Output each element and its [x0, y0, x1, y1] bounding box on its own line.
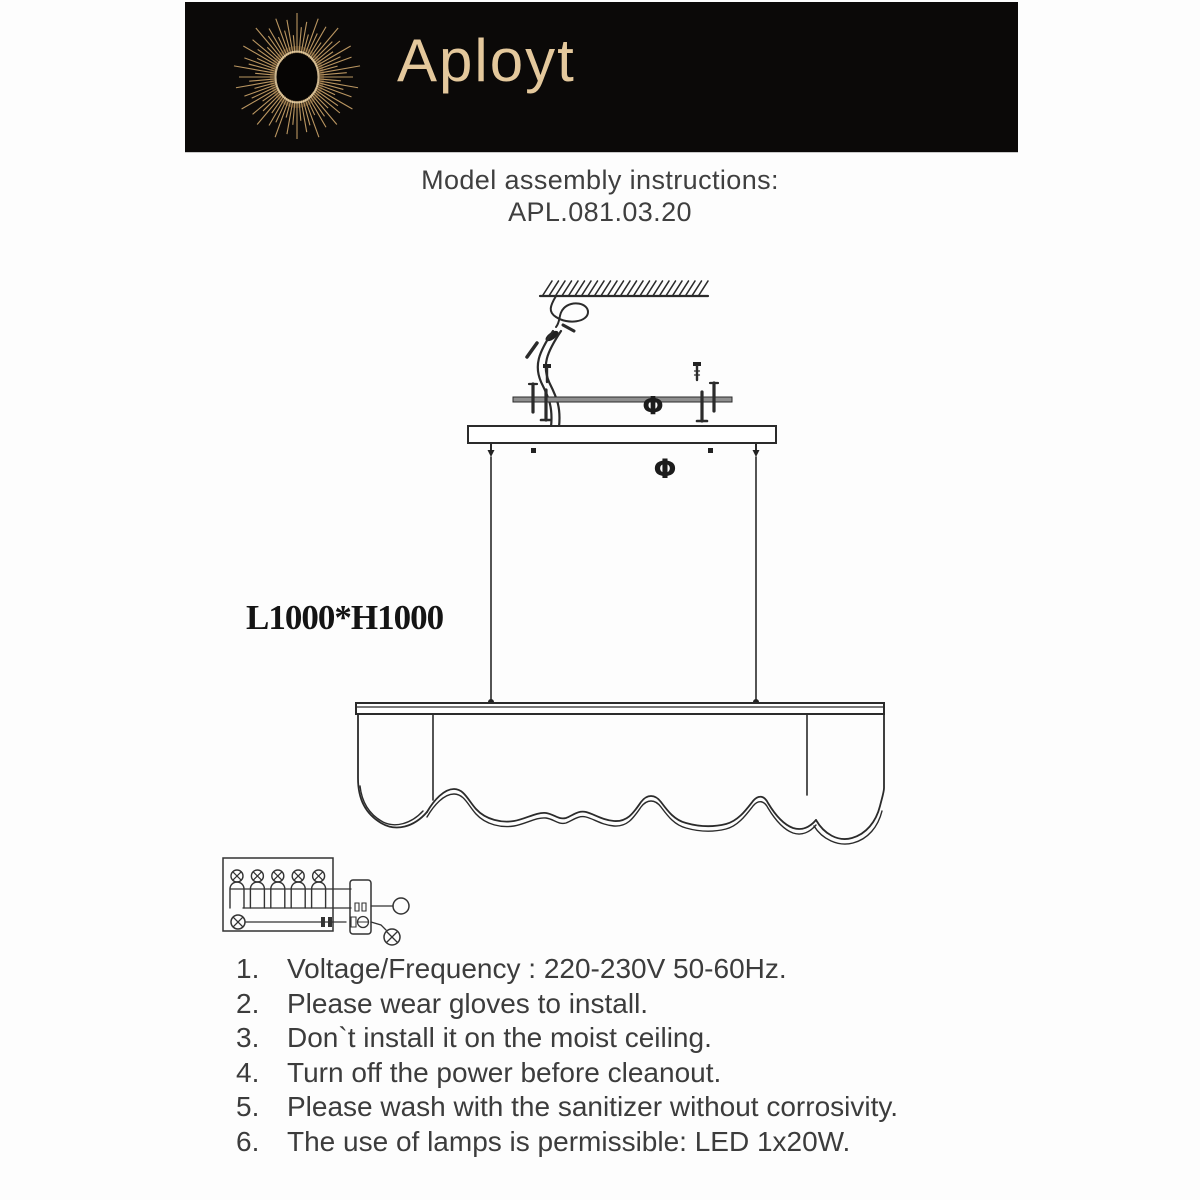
lamp-symbol-icon: [384, 929, 400, 945]
instruction-text: Please wear gloves to install.: [287, 987, 649, 1019]
instruction-number: 2.: [236, 987, 260, 1019]
power-cable: [527, 296, 588, 427]
instruction-item: [236, 1090, 1016, 1125]
wiring-diagram: [205, 846, 420, 964]
screw-icon: [693, 362, 701, 380]
brand-name: Aployt: [397, 27, 576, 94]
instruction-number: 3.: [236, 1022, 260, 1054]
instructions-list: [236, 952, 1016, 1160]
instruction-text: The use of lamps is permissible: LED 1x20W.: [287, 1125, 851, 1157]
lamp-symbol-icon: [231, 915, 245, 929]
dimensions-label: L1000*H1000: [246, 598, 444, 637]
brand-banner: [185, 2, 1018, 153]
instruction-item: [236, 987, 1016, 1022]
instruction-number: 4.: [236, 1056, 260, 1088]
diameter-symbol: Φ: [653, 454, 677, 485]
sunburst-center: [277, 53, 317, 101]
assembly-diagram: [330, 255, 900, 845]
instruction-item: [236, 952, 1016, 987]
instruction-text: Voltage/Frequency : 220-230V 50-60Hz.: [287, 953, 787, 984]
lamp-stand-icon: [291, 882, 305, 908]
lamp-stand-icon: [271, 882, 285, 908]
pin-icon: [753, 443, 760, 457]
connector-circle: [393, 898, 409, 914]
corner-rays-icon: [718, 2, 1018, 152]
lamp-shade: [356, 703, 884, 844]
instruction-text: Turn off the power before cleanout.: [287, 1056, 722, 1088]
ceiling-hatch-icon: [543, 281, 708, 295]
instruction-number: 1.: [236, 953, 260, 984]
suspension-wires: [488, 457, 759, 705]
instruction-number: 5.: [236, 1091, 260, 1123]
mounting-bracket: [513, 362, 732, 421]
terminal-block: [350, 880, 371, 934]
instruction-text: Don`t install it on the moist ceiling.: [287, 1022, 712, 1054]
sunburst-icon: [217, 2, 377, 152]
instruction-text: Please wash with the sanitizer without corrosivity.: [287, 1091, 899, 1123]
instruction-number: 6.: [236, 1125, 260, 1157]
canopy-plate: [468, 426, 776, 485]
page-title: Model assembly instructions:: [421, 165, 779, 195]
ceiling: [540, 281, 708, 296]
pin-icon: [488, 443, 495, 457]
instruction-item: [236, 1056, 1016, 1091]
instruction-item: [236, 1125, 1016, 1160]
model-number: APL.081.03.20: [508, 197, 692, 227]
lamp-stand-icon: [250, 882, 264, 908]
lamp-stand-icon: [230, 882, 244, 908]
diameter-symbol: Φ: [642, 391, 664, 420]
lamp-stand-icon: [312, 882, 326, 908]
instruction-item: [236, 1021, 1016, 1056]
screw-icon: [543, 364, 551, 382]
